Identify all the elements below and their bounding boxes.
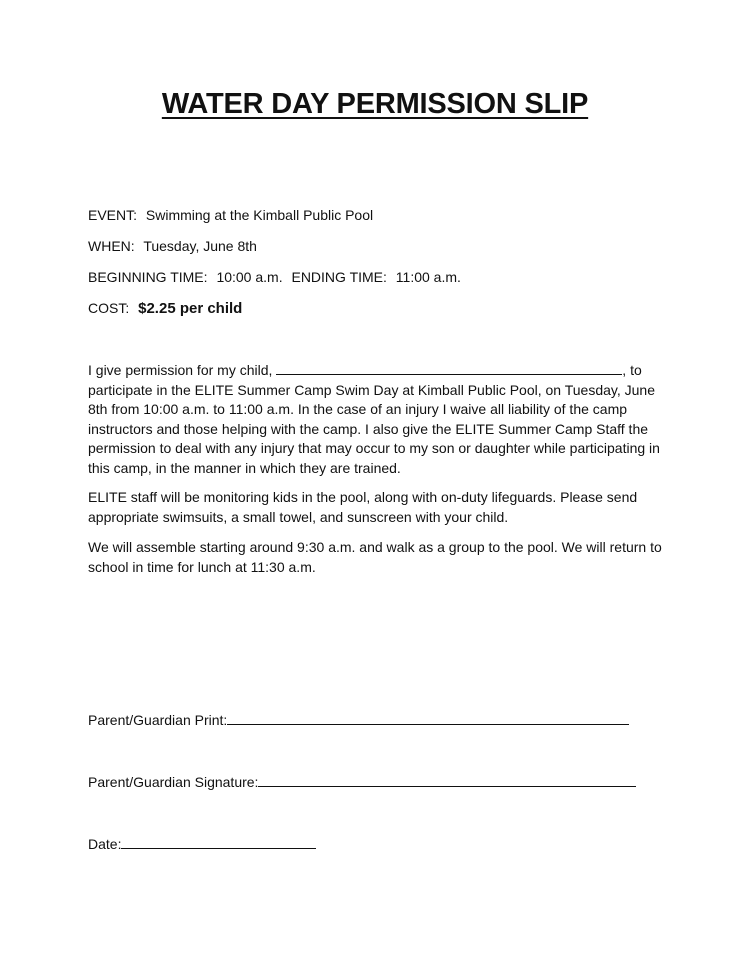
supplies-paragraph: ELITE staff will be monitoring kids in the pool, along with on-duty lifeguards. Please send appropriate swimsuits, a small towel, and sunscreen with your child. <box>88 489 638 525</box>
cost-line <box>88 299 242 318</box>
ending-time-label: ENDING TIME: <box>291 269 387 285</box>
when-value: Tuesday, June 8th <box>143 238 257 254</box>
cost-label: COST: <box>88 300 130 316</box>
schedule-paragraph: We will assemble starting around 9:30 a.m. and walk as a group to the pool. We will return to school in time for lunch at 11:30 a.m. <box>88 539 662 575</box>
date-label: Date: <box>88 836 122 852</box>
guardian-signature-blank[interactable] <box>258 773 636 787</box>
permission-body-text: , to participate in the ELITE Summer Camp Swim Day at Kimball Public Pool, on Tuesday, June 8th from 10:00 a.m. to 11:00 a.m. In the case of an injury I waive all liability of the camp instructors and those helping with the camp. I also give the ELITE Summer Camp Staff the permission to deal with any injury that may occur to my son or daughter while participating in this camp, in the manner in which they are trained. <box>88 362 660 476</box>
guardian-signature-label: Parent/Guardian Signature: <box>88 774 259 790</box>
child-name-blank[interactable] <box>276 360 622 375</box>
guardian-signature-field <box>88 773 636 791</box>
event-value: Swimming at the Kimball Public Pool <box>145 207 374 223</box>
time-line <box>88 268 461 286</box>
beginning-time-value: 10:00 a.m. <box>216 269 283 285</box>
event-label: EVENT: <box>88 207 138 223</box>
ending-time-value: 11:00 a.m. <box>395 269 461 285</box>
guardian-print-blank[interactable] <box>227 711 629 725</box>
when-label: WHEN: <box>88 238 135 254</box>
guardian-print-field <box>88 711 629 729</box>
page-title: WATER DAY PERMISSION SLIP <box>161 88 589 120</box>
date-blank[interactable] <box>121 835 316 849</box>
beginning-time-label: BEGINNING TIME: <box>88 269 208 285</box>
event-line <box>88 206 373 224</box>
permission-lead-text: I give permission for my child, <box>88 362 277 378</box>
cost-value: $2.25 per child <box>138 300 243 317</box>
date-field <box>88 835 316 853</box>
when-line <box>88 237 257 255</box>
permission-paragraph <box>88 360 664 478</box>
guardian-print-label: Parent/Guardian Print: <box>88 712 228 728</box>
